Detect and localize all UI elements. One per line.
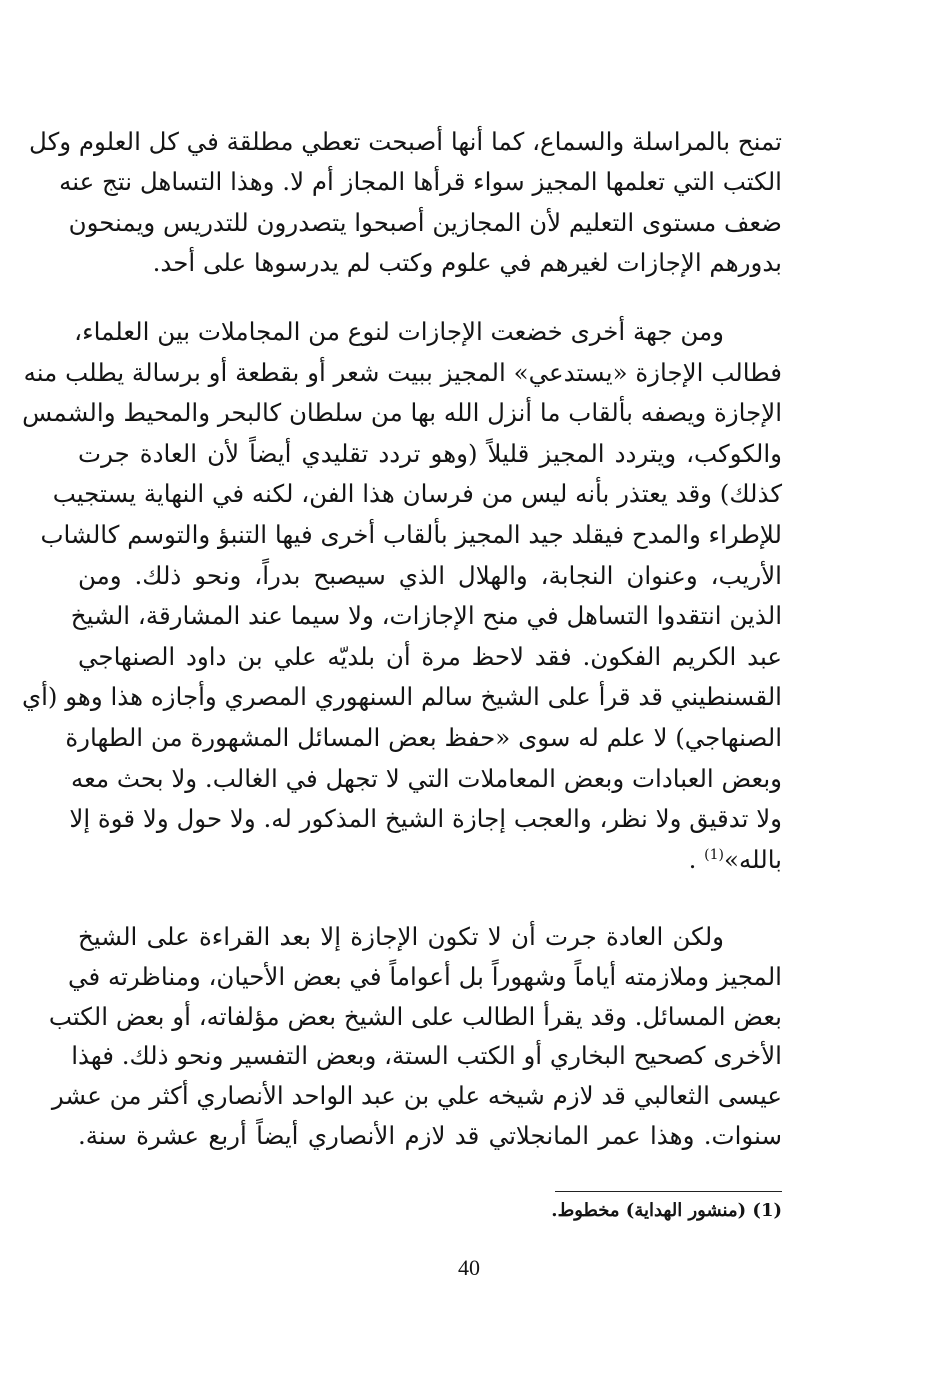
text-line: فطالب الإجازة «يستدعي» المجيز ببيت شعر أو بقطعة أو برسالة يطلب منه [23, 357, 782, 387]
text-line: عيسى الثعالبي قد لازم شيخه علي بن عبد الواحد الأنصاري أكثر من عشر [51, 1081, 782, 1111]
footnote-marker: (1) [752, 1200, 782, 1221]
text-line: وبعض العبادات وبعض المعاملات التي لا تجهل في الغالب. ولا بحث معه [70, 763, 782, 793]
text-line: القسنطيني قد قرأ على الشيخ سالم السنهوري المصري وأجازه هذا وهو (أي [21, 682, 782, 712]
text-line: عبد الكريم الفكون. فقد لاحظ مرة أن بلديّه علي بن داود الصنهاجي [78, 641, 782, 671]
text-line: الأريب، وعنوان النجابة، والهلال الذي سيصبح بدراً، ونحو ذلك. ومن [78, 560, 782, 590]
text-line: ومن جهة أخرى خضعت الإجازات لنوع من المجاملات بين العلماء، [74, 317, 724, 346]
text-line: كذلك) وقد يعتذر بأنه ليس من فرسان هذا الفن، لكنه في النهاية يستجيب [52, 479, 782, 509]
text-line: الإجازة ويصفه بألقاب ما أنزل الله بها من سلطان كالبحر والمحيط والشمس [22, 398, 782, 428]
paragraph-2 [21, 312, 782, 880]
text-line: الكتب التي تعلمها المجيز سواء قرأها المجاز أم لا. وهذا التساهل نتج عنه [59, 167, 782, 197]
text-line: تمنح بالمراسلة والسماع، كما أنها أصبحت تعطي مطلقة في كل العلوم وكل [29, 127, 782, 156]
sentence-end: . [688, 844, 697, 874]
text-line: ضعف مستوى التعليم لأن المجازين أصبحوا يتصدرون للتدريس ويمنحون [68, 207, 782, 237]
footnote-text: (منشور الهداية) مخطوط. [551, 1200, 747, 1221]
text-line: والكوكب، ويتردد المجيز قليلاً (وهو تردد تقليدي أيضاً لأن العادة جرت [78, 438, 782, 468]
text-line: بدورهم الإجازات لغيرهم في علوم وكتب لم يدرسوها على أحد. [152, 247, 782, 277]
text-line: للإطراء والمدح فيقلد جيد المجيز بألقاب أخرى فيها التنبؤ والتوسم كالشاب [40, 519, 782, 549]
text-line: الذين انتقدوا التساهل في منح الإجازات، ولا سيما عند المشارقة، الشيخ [70, 601, 782, 631]
text-line: المجيز وملازمته أياماً وشهوراً بل أعواماً في بعض الأحيان، ومناظرته في [68, 961, 782, 991]
footnote-divider [555, 1191, 782, 1192]
paragraph-1 [29, 122, 782, 283]
text-line: سنوات. وهذا عمر المانجلاتي قد لازم الأنصاري أيضاً أربع عشرة سنة. [78, 1120, 782, 1150]
footnote [551, 1196, 782, 1226]
text-line-final [78, 840, 782, 881]
text-line-fragment: بالله» [724, 844, 782, 874]
footnote-reference: (1) [704, 846, 725, 863]
text-line: الأخرى كصحيح البخاري أو الكتب الستة، وبعض التفسير ونحو ذلك. فهذا [71, 1041, 782, 1071]
paragraph-3 [48, 917, 782, 1156]
text-line: الصنهاجي) لا علم له سوى «حفظ بعض المسائل المشهورة من الطهارة [65, 722, 782, 752]
page-number: 40 [458, 1255, 480, 1280]
text-line: بعض المسائل. وقد يقرأ الطالب على الشيخ بعض مؤلفاته، أو بعض الكتب [48, 1001, 782, 1031]
text-line: ولا تدقيق ولا نظر، والعجب إجازة الشيخ المذكور له. ولا حول ولا قوة إلا [69, 804, 782, 834]
text-line: ولكن العادة جرت أن لا تكون الإجازة إلا بعد القراءة على الشيخ [78, 922, 724, 951]
